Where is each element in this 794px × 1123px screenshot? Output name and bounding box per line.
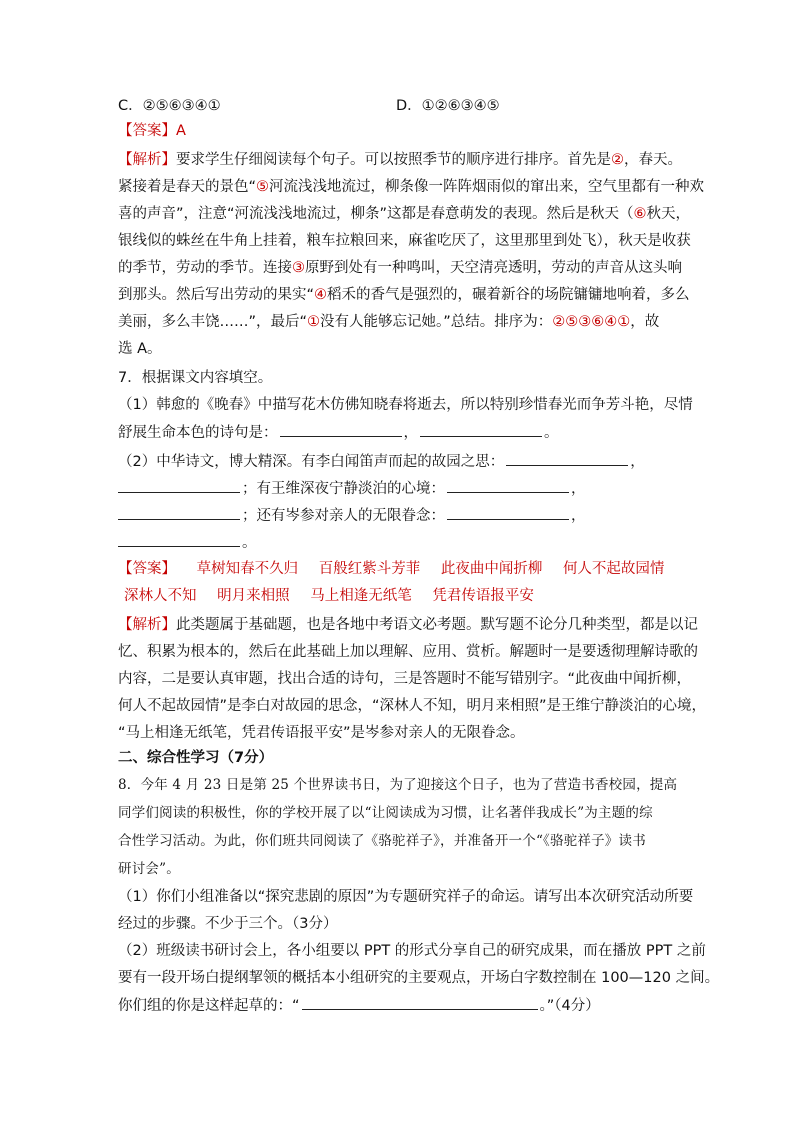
q8-part2-line-1 (118, 941, 706, 963)
circled-number: ④ (314, 287, 328, 303)
q6-analysis-line-7 (118, 312, 678, 334)
circled-number: ① (307, 314, 321, 330)
q7-analysis-line-1 (118, 615, 698, 637)
option-c-value: ②⑤⑥③④① (142, 98, 221, 114)
analysis-tag: 【解析】 (118, 152, 176, 168)
punct: ， (571, 508, 586, 524)
answer-tag: 【答案】 (118, 561, 176, 577)
answer-tag: 【答案】 (118, 123, 176, 139)
q7-analysis-line-5 (118, 723, 678, 745)
fill-blank[interactable] (447, 505, 569, 520)
answer-item: 深林人不知 (124, 588, 197, 604)
question-text: 研讨会”。 (118, 861, 180, 877)
q6-analysis-line-1 (118, 150, 682, 172)
analysis-text: 稻禾的香气是强烈的，碾着新谷的场院镛镛地响着，多么 (327, 287, 690, 303)
answer-item: 马上相逢无纸笔 (310, 588, 412, 604)
circled-number: ⑥ (633, 206, 647, 222)
q7-part2-line-2 (118, 478, 678, 500)
question-text: （2）中华诗文，博大精深。有李白闻笛声而起的故园之思： (118, 454, 505, 470)
q8-stem-line-1 (118, 775, 678, 797)
fill-blank[interactable] (447, 478, 569, 493)
option-c-label: C． (118, 98, 143, 114)
punct: ， (403, 425, 418, 441)
analysis-text: 原野到处有一种鸣叫，天空清亮透明，劳动的声音从这头响 (305, 260, 682, 276)
analysis-text: 到那头。然后写出劳动的果实“ (118, 287, 315, 303)
q7-analysis-line-2 (118, 642, 698, 664)
q7-answer-line-1 (118, 559, 678, 581)
answer-item: 草树知春不久归 (196, 561, 299, 577)
circled-number: ② (611, 152, 624, 168)
question-stem: 7．根据课文内容填空。 (118, 370, 273, 386)
analysis-text: 内容，二是要认真审题，找出合适的诗句，三是答题时不能写错别字。“此夜曲中闻折柳， (118, 671, 692, 687)
analysis-text: ，春天。 (624, 152, 682, 168)
q7-part2-line-1 (118, 451, 678, 473)
analysis-text: 银线似的蛛丝在牛角上挂着，粮车拉粮回来，麻雀吃厌了，这里那里到处飞），秋天是收获 (118, 233, 691, 249)
q8-part1-line-2 (118, 914, 678, 936)
analysis-text: 何人不起故园情”是李白对故园的思念，“深林人不知，明月来相照”是王维宁静淡泊的心境， (118, 698, 707, 714)
answer-item: 此夜曲中闻折柳 (440, 561, 543, 577)
analysis-text: 的季节，劳动的季节。连接 (118, 260, 292, 276)
question-text: 合性学习活动。为此，你们班共同阅读了《骆驼祥子》，并准备开一个“《骆驼祥子》读书 (118, 833, 646, 849)
analysis-text: ，故 (630, 314, 660, 330)
fill-blank[interactable] (118, 505, 240, 520)
option-d-value: ①②⑥③④⑤ (421, 98, 500, 114)
q7-part2-line-4 (118, 532, 678, 554)
question-text: 经过的步骤。不少于三个。（3分） (118, 916, 338, 932)
q6-analysis-line-4 (118, 231, 691, 253)
q8-stem-line-4 (118, 859, 678, 881)
answer-value: A (176, 123, 186, 139)
q7-stem (118, 368, 678, 390)
q8-stem-line-3 (118, 831, 678, 853)
analysis-text: 美丽，多么丰饶……”，最后“ (118, 314, 308, 330)
q8-part2-line-2 (118, 968, 720, 990)
question-text: 要有一段开场白提纲挈领的概括本小组研究的主要观点，开场白字数控制在 100—120 之间。 (118, 970, 720, 986)
q6-analysis-line-2 (118, 177, 705, 199)
circled-number: ③ (292, 260, 305, 276)
analysis-text: “马上相逢无纸笔，凭君传语报平安”是岑参对亲人的无限眷念。 (118, 725, 525, 741)
q8-part1-line-1 (118, 887, 694, 909)
q6-options-row (118, 96, 678, 118)
q7-analysis-line-4 (118, 696, 707, 718)
analysis-text: 秋天， (646, 206, 691, 222)
question-text: 舒展生命本色的诗句是： (118, 425, 278, 441)
question-text: ；有王维深夜宁静淡泊的心境： (242, 481, 445, 497)
fill-blank[interactable] (118, 532, 240, 547)
fill-blank[interactable] (118, 478, 240, 493)
q6-analysis-line-3 (118, 204, 691, 226)
punct: 。 (544, 425, 559, 441)
fill-blank[interactable] (420, 422, 542, 437)
q8-stem-line-2 (118, 803, 678, 825)
analysis-text: 紧接着是春天的景色“ (118, 179, 257, 195)
q7-part1-line-1 (118, 395, 693, 417)
question-text: 同学们阅读的积极性，你的学校开展了以“让阅读成为习惯，让名著伴我成长”为主题的综 (118, 805, 653, 821)
analysis-text: 河流浅浅地流过，柳条像一阵阵烟雨似的窜出来，空气里都有一种欢 (269, 179, 705, 195)
punct: 。 (242, 535, 257, 551)
analysis-text: 没有人能够忘记她。”总结。排序为： (320, 314, 553, 330)
section-title (118, 748, 678, 770)
q8-part2-line-3 (118, 995, 678, 1017)
circled-sequence: ②⑤③⑥④① (552, 314, 631, 330)
question-text: （2）班级读书研讨会上，各小组要以 PPT 的形式分享自己的研究成果，而在播放 PPT 之前 (118, 943, 706, 959)
question-text: 。”（4分） (539, 998, 600, 1014)
q6-analysis-line-8 (118, 339, 678, 361)
section-heading: 二、综合性学习（7分） (118, 750, 274, 766)
q6-answer (118, 121, 678, 143)
q7-part1-line-2 (118, 422, 678, 444)
option-d-label: D． (396, 98, 422, 114)
question-text: 8．今年 4 月 23 日是第 25 个世界读书日，为了迎接这个日子，也为了营造书香校园，提高 (118, 777, 678, 793)
answer-item: 凭君传语报平安 (432, 588, 534, 604)
fill-blank[interactable] (302, 995, 538, 1010)
analysis-text: 要求学生仔细阅读每个句子。可以按照季节的顺序进行排序。首先是 (176, 152, 611, 168)
analysis-text: 喜的声音”，注意“河流浅浅地流过，柳条”这都是春意萌发的表现。然后是秋天（ (118, 206, 634, 222)
punct: ， (630, 454, 645, 470)
fill-blank[interactable] (506, 451, 628, 466)
q7-part2-line-3 (118, 505, 678, 527)
question-text: 你们组的你是这样起草的：“ (118, 998, 300, 1014)
question-text: （1）你们小组准备以“探究悲剧的原因”为专题研究祥子的命运。请写出本次研究活动所要 (118, 889, 694, 905)
analysis-text: 选 A。 (118, 341, 162, 357)
analysis-text: 忆、积累为根本的，然后在此基础上加以理解、应用、赏析。解题时一是要透彻理解诗歌的 (118, 644, 698, 660)
fill-blank[interactable] (280, 422, 402, 437)
analysis-tag: 【解析】 (118, 617, 176, 633)
punct: ， (571, 481, 586, 497)
analysis-text: 此类题属于基础题，也是各地中考语文必考题。默写题不论分几种类型，都是以记 (176, 617, 698, 633)
question-text: （1）韩愈的《晚春》中描写花木仿佛知晓春将逝去，所以特别珍惜春光而争芳斗艳，尽情 (118, 397, 693, 413)
q6-analysis-line-6 (118, 285, 690, 307)
q7-analysis-line-3 (118, 669, 692, 691)
q7-answer-line-2 (118, 586, 678, 608)
question-text: ；还有岑参对亲人的无限眷念： (242, 508, 445, 524)
answer-item: 明月来相照 (217, 588, 290, 604)
circled-number: ⑤ (256, 179, 270, 195)
q6-analysis-line-5 (118, 258, 682, 280)
answer-item: 百般红紫斗芳菲 (318, 561, 421, 577)
answer-item: 何人不起故园情 (562, 561, 665, 577)
